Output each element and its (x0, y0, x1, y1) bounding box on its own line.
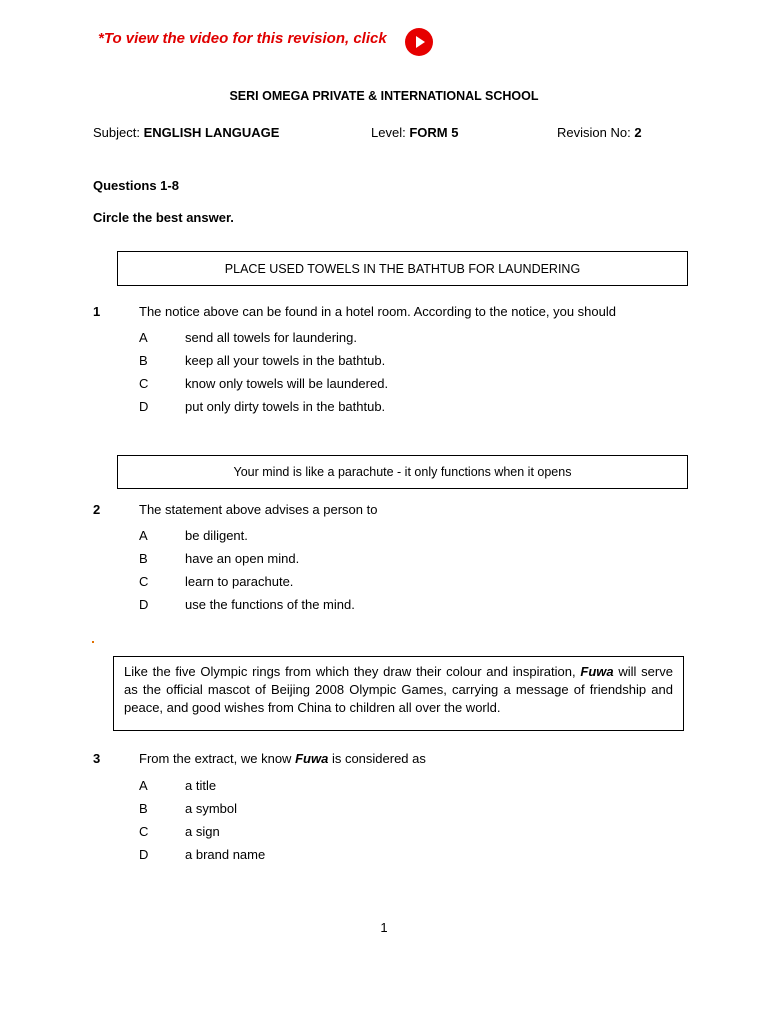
stem-part2: is considered as (331, 751, 426, 766)
notice-text-q2: Your mind is like a parachute - it only functions when it opens (233, 465, 572, 479)
option-letter[interactable]: B (139, 551, 148, 566)
option-text: send all towels for laundering. (185, 330, 357, 345)
option-letter[interactable]: B (139, 801, 148, 816)
instruction-text: Circle the best answer. (93, 210, 234, 225)
question-number-3: 3 (93, 751, 101, 766)
option-letter[interactable]: A (139, 528, 148, 543)
option-letter[interactable]: D (139, 399, 149, 414)
extract-box-q3 (113, 656, 684, 731)
option-text: a brand name (185, 847, 266, 862)
option-letter[interactable]: D (139, 597, 149, 612)
notice-box-q2 (117, 455, 688, 489)
stray-mark (92, 641, 94, 643)
option-letter[interactable]: D (139, 847, 149, 862)
extract-text-part1: Like the five Olympic rings from which they draw their colour and inspiration, (124, 664, 576, 679)
revision-label: Revision No: (557, 125, 631, 140)
extract-emphasis: Fuwa (580, 664, 614, 679)
subject-line (93, 125, 279, 140)
option-text: use the functions of the mind. (185, 597, 355, 612)
play-icon (416, 36, 425, 48)
option-text: know only towels will be laundered. (185, 376, 389, 391)
questions-heading: Questions 1-8 (93, 178, 179, 193)
option-letter[interactable]: A (139, 330, 148, 345)
video-revision-link[interactable]: *To view the video for this revision, click (98, 30, 387, 47)
question-stem-2: The statement above advises a person to (139, 502, 378, 517)
revision-line (557, 125, 642, 140)
option-text: have an open mind. (185, 551, 300, 566)
option-letter[interactable]: C (139, 824, 149, 839)
notice-text-q1: PLACE USED TOWELS IN THE BATHTUB FOR LAUNDERING (224, 261, 581, 276)
option-letter[interactable]: C (139, 574, 149, 589)
notice-box-q1 (117, 251, 688, 286)
option-text: a sign (185, 824, 220, 839)
subject-label: Subject: (93, 125, 140, 140)
stem-part1: From the extract, we know (139, 751, 292, 766)
option-letter[interactable]: A (139, 778, 148, 793)
option-letter[interactable]: C (139, 376, 149, 391)
subject-value: ENGLISH LANGUAGE (143, 125, 280, 140)
question-stem-1: The notice above can be found in a hotel room. According to the notice, you should (139, 304, 616, 319)
level-label: Level: (371, 125, 406, 140)
school-name: SERI OMEGA PRIVATE & INTERNATIONAL SCHOOL (229, 89, 539, 103)
revision-value: 2 (634, 125, 642, 140)
question-number-2: 2 (93, 502, 101, 517)
stem-emphasis: Fuwa (295, 751, 329, 766)
option-text: keep all your towels in the bathtub. (185, 353, 386, 368)
play-video-button[interactable] (405, 28, 433, 56)
option-text: a symbol (185, 801, 238, 816)
question-number-1: 1 (93, 304, 101, 319)
option-text: a title (185, 778, 217, 793)
level-line (371, 125, 458, 140)
option-letter[interactable]: B (139, 353, 148, 368)
option-text: learn to parachute. (185, 574, 294, 589)
page-number: 1 (380, 920, 388, 935)
option-text: put only dirty towels in the bathtub. (185, 399, 386, 414)
option-text: be diligent. (185, 528, 248, 543)
question-stem-3 (139, 751, 426, 766)
extract-text-part2: will serve as the official mascot of Beijing 2008 Olympic Games, carrying a message of friendship and peace, and good wishes from China to children all over the world. (124, 664, 673, 715)
level-value: FORM 5 (409, 125, 459, 140)
